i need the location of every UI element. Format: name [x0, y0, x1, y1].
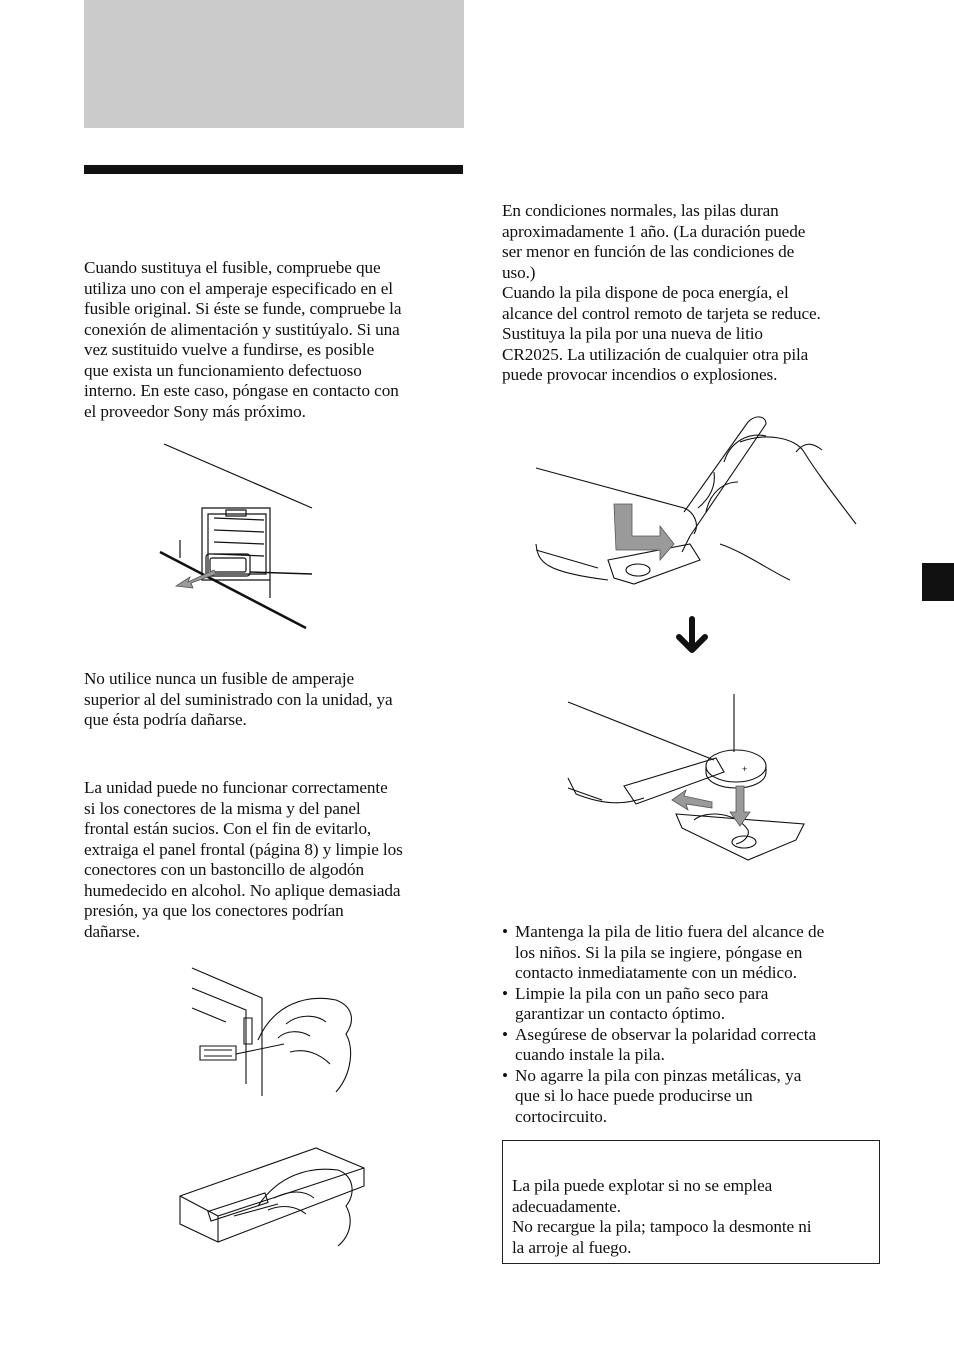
text-line: interno. En este caso, póngase en contacto con	[84, 381, 399, 400]
text-line: contacto inmediatamente con un médico.	[515, 963, 798, 982]
text-line: alcance del control remoto de tarjeta se reduce.	[502, 303, 821, 323]
text-line: aproximadamente 1 año. (La duración puede	[502, 221, 806, 241]
list-item	[502, 922, 892, 984]
unit-connector-cleaning-illustration	[186, 964, 362, 1096]
text-line: extraiga el panel frontal (página 8) y limpie los	[84, 839, 403, 859]
text-line: conexión de alimentación y sustitúyalo. Si una	[84, 319, 400, 339]
text-line: adecuadamente.	[512, 1196, 621, 1216]
text-line: Cuando la pila dispone de poca energía, el	[502, 283, 789, 302]
panel-connector-cleaning-illustration	[178, 1146, 366, 1246]
text-line: puede provocar incendios o explosiones.	[502, 365, 778, 384]
list-item	[502, 1025, 892, 1066]
battery-warning-box	[502, 1140, 880, 1264]
text-line: utiliza uno con el amperaje especificado en el	[84, 278, 393, 298]
text-line: si los conectores de la misma y del panel	[84, 798, 361, 818]
text-line: No recargue la pila; tampoco la desmonte ni	[512, 1217, 812, 1236]
text-line: conectores con un bastoncillo de algodón	[84, 860, 364, 879]
text-line: uso.)	[502, 262, 536, 282]
text-line: garantizar un contacto óptimo.	[515, 1004, 725, 1023]
battery-polarity-label: +	[742, 764, 748, 774]
page-edge-tab	[922, 563, 954, 601]
arrow-down-icon	[673, 615, 711, 655]
text-line: • No agarre la pila con pinzas metálicas, ya	[515, 1065, 802, 1085]
text-line: dañarse.	[84, 921, 140, 941]
text-line: superior al del suministrado con la unidad, ya	[84, 689, 393, 709]
text-line: el proveedor Sony más próximo.	[84, 401, 306, 421]
section-header-band	[84, 0, 464, 128]
fuse-amperage-warning	[84, 669, 464, 731]
text-line: cuando instale la pila.	[515, 1045, 665, 1064]
text-line: que si lo hace puede producirse un	[515, 1086, 753, 1105]
text-line: que ésta podría dañarse.	[84, 710, 247, 729]
text-line: humedecido en alcohol. No aplique demasiada	[84, 880, 401, 900]
battery-safety-list	[502, 922, 892, 1127]
text-line: la arroje al fuego.	[512, 1237, 632, 1257]
text-line: ser menor en función de las condiciones de	[502, 242, 795, 261]
text-line: Cuando sustituya el fusible, compruebe que	[84, 258, 381, 277]
text-line: los niños. Si la pila se ingiere, póngase en	[515, 942, 803, 962]
battery-insertion-illustration	[566, 692, 806, 864]
text-line: • Asegúrese de observar la polaridad correcta	[515, 1024, 817, 1044]
text-line: fusible original. Si éste se funde, compruebe la	[84, 299, 402, 318]
battery-life-paragraph	[502, 201, 892, 386]
fuse-replacement-paragraph	[84, 258, 464, 422]
text-line: En condiciones normales, las pilas duran	[502, 201, 779, 220]
list-item	[502, 1066, 892, 1128]
battery-tray-eject-illustration	[534, 412, 858, 592]
connector-cleaning-paragraph	[84, 778, 464, 942]
text-line: vez sustituido vuelve a fundirse, es posible	[84, 340, 375, 359]
fuse-removal-illustration	[160, 440, 320, 635]
section-title-rule	[84, 165, 463, 174]
text-line: cortocircuito.	[515, 1106, 608, 1126]
text-line: • Mantenga la pila de litio fuera del alcance de	[515, 922, 825, 941]
battery-warning-text	[512, 1176, 877, 1258]
list-item	[502, 984, 892, 1025]
text-line: CR2025. La utilización de cualquier otra pila	[502, 344, 809, 364]
text-line: que exista un funcionamiento defectuoso	[84, 360, 362, 380]
text-line: presión, ya que los conectores podrían	[84, 901, 344, 920]
text-line: La unidad puede no funcionar correctamente	[84, 778, 388, 797]
text-line: No utilice nunca un fusible de amperaje	[84, 669, 355, 688]
text-line: frontal están sucios. Con el fin de evitarlo,	[84, 819, 372, 838]
text-line: La pila puede explotar si no se emplea	[512, 1176, 773, 1195]
text-line: Sustituya la pila por una nueva de litio	[502, 324, 763, 343]
text-line: • Limpie la pila con un paño seco para	[515, 983, 769, 1003]
